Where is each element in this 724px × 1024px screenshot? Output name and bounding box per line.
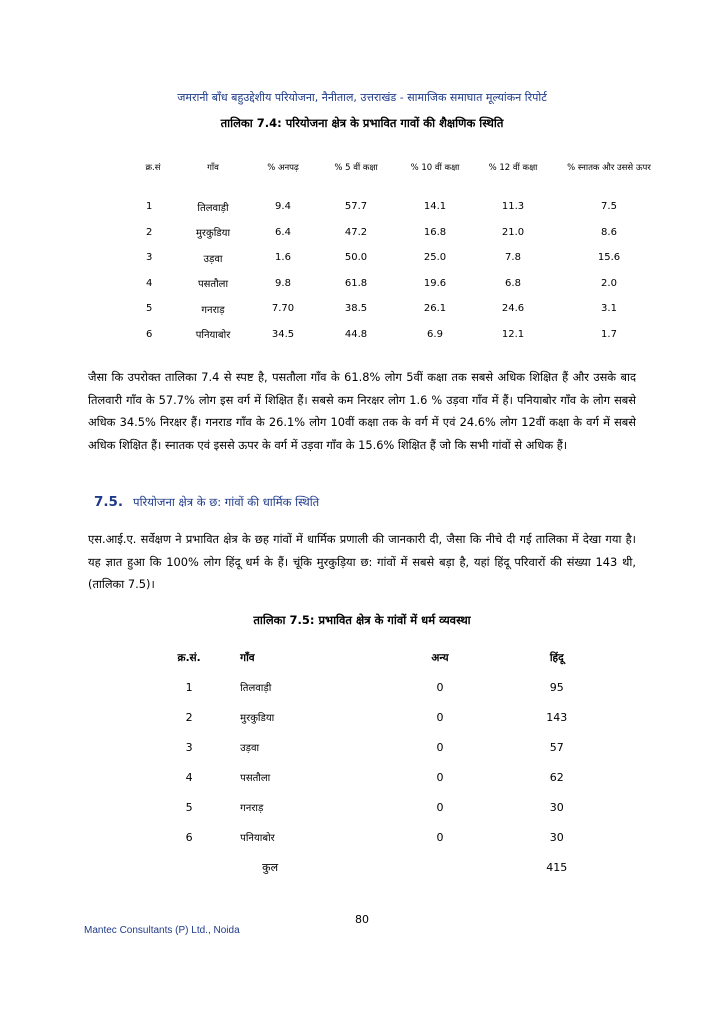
table-header-row [150,644,620,672]
serial-cell: 5 [146,303,153,315]
hindu-cell: 62 [549,770,564,784]
section-title: परियोजना क्षेत्र के छ: गांवों की धार्मिक स्थिति [133,495,320,509]
table-row [150,822,620,852]
hindu-cell: 57 [549,740,564,754]
graduate-cell: 3.1 [601,303,617,315]
section-heading [94,494,319,510]
table-row [128,194,668,220]
illiterate-cell: 6.4 [275,226,291,238]
serial-cell: 3 [146,252,153,264]
class12-cell: 24.6 [501,303,525,315]
class10-cell: 6.9 [427,328,443,340]
serial-cell: 4 [146,277,153,289]
village-cell: तिलवाड़ी [197,202,229,214]
hindu-cell: 30 [549,830,564,844]
graduate-cell: 8.6 [601,226,617,238]
column-header: % स्नातक और उससे ऊपर [567,162,651,173]
village-cell: गनराड़ [201,304,225,316]
table-row [128,296,668,322]
table-row [128,245,668,271]
class5-cell: 50.0 [344,252,368,264]
table-7-5-title: तालिका 7.5: प्रभावित क्षेत्र के गांवों में धर्म व्यवस्था [253,613,471,627]
education-analysis-paragraph: जैसा कि उपरोक्त तालिका 7.4 से स्पष्ट है, पसतौला गाँव के 61.8% लोग 5वीं कक्षा तक सबसे अधिक शिक्षित हैं और उसके बाद तिलवारी गाँव के 57.7% लोग इस वर्ग में शिक्षित हैं। सबसे कम निरक्षर लोग 1.6 % उड़वा गाँव में हैं। पनियाबोर गाँव के लोग सबसे अधिक 34.5% निरक्षर हैं। गनराड गाँव के 26.1% लोग 10वीं कक्षा तक के वर्ग में एवं 24.6% लोग 12वीं कक्षा के वर्ग में सबसे अधिक शिक्षित हैं। स्नातक एवं इससे ऊपर के वर्ग में उड़वा गाँव के 15.6% शिक्षित हैं जो कि सभी गांवों से अधिक हैं। [88,370,636,452]
total-row [150,852,620,882]
village-cell: तिलवाड़ी [240,683,272,694]
serial-cell: 3 [185,740,193,754]
column-header: गाँव [207,162,219,173]
class10-cell: 26.1 [423,303,447,315]
table-row [128,271,668,297]
graduate-cell: 1.7 [601,328,617,340]
class12-cell: 12.1 [501,328,525,340]
class10-cell: 16.8 [423,226,447,238]
village-cell: पसतौला [197,279,229,291]
table-row [150,702,620,732]
hindu-cell: 95 [549,680,564,694]
column-header: अन्य [431,652,449,664]
table-row [128,322,668,348]
class5-cell: 44.8 [344,328,368,340]
hindu-cell: 30 [549,800,564,814]
column-header: गाँव [240,652,255,664]
village-cell: गनराड़ [240,803,264,814]
table-7-4-title: तालिका 7.4: परियोजना क्षेत्र के प्रभावित गावों की शैक्षणिक स्थिति [220,116,504,130]
class5-cell: 57.7 [344,201,368,213]
village-cell: पनियाबोर [195,330,231,342]
class5-cell: 38.5 [344,303,368,315]
section-number: 7.5. [94,494,124,510]
class10-cell: 19.6 [423,277,447,289]
table-header-row [128,152,668,182]
column-header: % अनपढ़ [267,162,299,173]
column-header: हिंदू [549,652,564,664]
report-header: जमरानी बाँध बहुउद्देशीय परियोजना, नैनीताल, उत्तराखंड - सामाजिक समाघात मूल्यांकन रिपोर्ट [177,91,547,104]
class12-cell: 21.0 [501,226,525,238]
class12-cell: 6.8 [505,277,521,289]
graduate-cell: 7.5 [601,201,617,213]
class5-cell: 47.2 [344,226,368,238]
religion-paragraph: एस.आई.ए. सर्वेक्षण ने प्रभावित क्षेत्र के छह गांवों में धार्मिक प्रणाली की जानकारी दी, जैसा कि नीचे दी गई तालिका में देखा गया है। यह ज्ञात हुआ कि 100% लोग हिंदू धर्म के हैं। चूंकि मुरकुड़िया छ: गांवों में सबसे बड़ा है, यहां हिंदू परिवारों की संख्या 143 थी, (तालिका 7.5)। [88,532,636,592]
other-religion-cell: 0 [436,710,444,724]
column-header: % 10 वीं कक्षा [410,162,460,173]
education-table [128,152,668,347]
hindu-cell: 143 [546,710,568,724]
serial-cell: 1 [146,201,153,213]
table-row [150,672,620,702]
serial-cell: 2 [185,710,193,724]
class10-cell: 25.0 [423,252,447,264]
serial-cell: 6 [185,830,193,844]
column-header: क्र.सं. [177,652,201,664]
serial-cell: 4 [185,770,193,784]
footer: Mantec Consultants (P) Ltd., Noida [84,925,240,936]
graduate-cell: 15.6 [597,252,621,264]
class5-cell: 61.8 [344,277,368,289]
other-religion-cell: 0 [436,800,444,814]
serial-cell: 1 [185,680,193,694]
illiterate-cell: 1.6 [275,252,291,264]
table-row [150,732,620,762]
other-religion-cell: 0 [436,740,444,754]
column-header: क्र.सं [145,162,161,173]
table-row [150,792,620,822]
table-row [150,762,620,792]
class12-cell: 11.3 [501,201,525,213]
village-cell: पनियाबोर [240,833,275,844]
graduate-cell: 2.0 [601,277,617,289]
religion-table [150,644,620,882]
page-number: 80 [355,913,369,926]
illiterate-cell: 34.5 [271,328,295,340]
class12-cell: 7.8 [505,252,521,264]
illiterate-cell: 9.8 [275,277,291,289]
serial-cell: 6 [146,328,153,340]
village-cell: पसतौला [240,773,271,784]
illiterate-cell: 7.70 [271,303,295,315]
illiterate-cell: 9.4 [275,201,291,213]
village-cell: मुरकुडिया [195,228,231,240]
village-cell: मुरकुडिया [240,713,275,724]
village-cell: उड़वा [240,743,260,754]
other-religion-cell: 0 [436,830,444,844]
total-label: कुल [262,860,279,874]
village-cell: उड़वा [203,253,223,265]
table-row [128,220,668,246]
class10-cell: 14.1 [423,201,447,213]
column-header: % 12 वीं कक्षा [488,162,538,173]
total-value: 415 [546,860,568,874]
other-religion-cell: 0 [436,680,444,694]
serial-cell: 5 [185,800,193,814]
serial-cell: 2 [146,226,153,238]
other-religion-cell: 0 [436,770,444,784]
column-header: % 5 वीं कक्षा [334,162,378,173]
